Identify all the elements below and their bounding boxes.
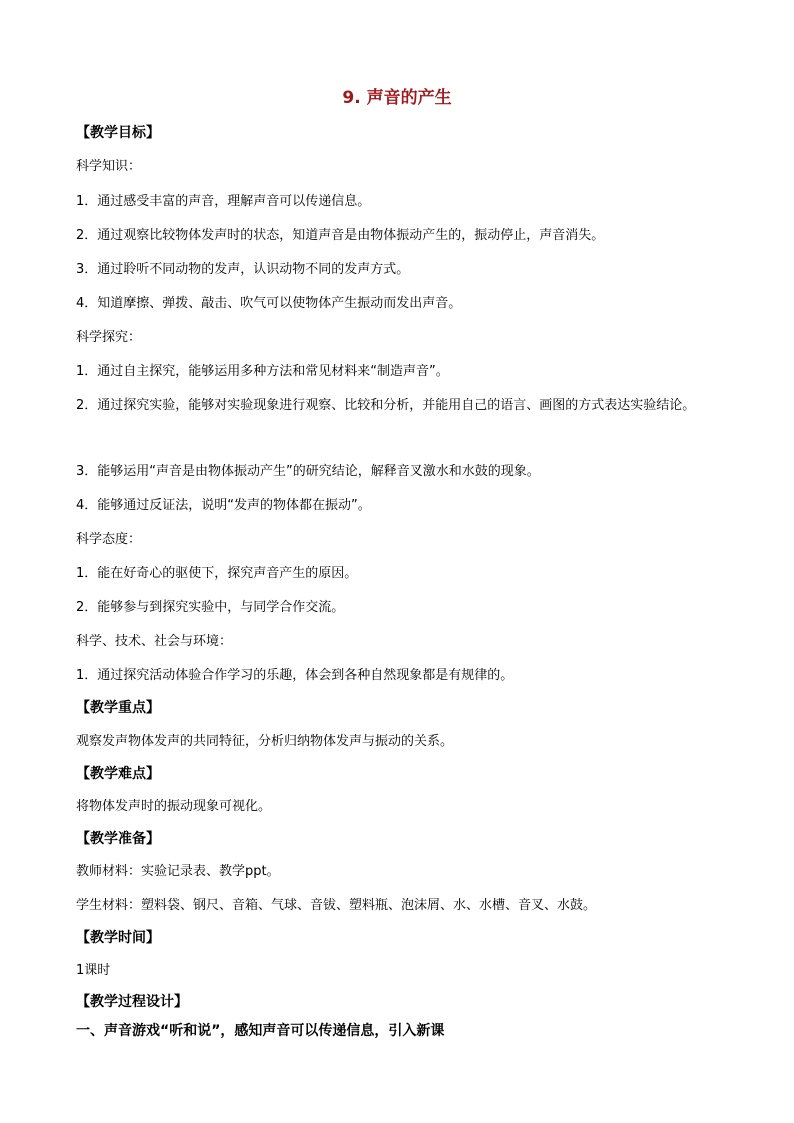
- prep-teacher: 教师材料：实验记录表、教学ppt。: [76, 864, 280, 879]
- attitude-item-2: 2．能够参与到探究实验中，与同学合作交流。: [76, 600, 345, 615]
- knowledge-item-3: 3．通过聆听不同动物的发声，认识动物不同的发声方式。: [76, 262, 410, 277]
- section-1-heading: 一、声音游戏“听和说”，感知声音可以传递信息，引入新课: [76, 1023, 445, 1039]
- inquiry-item-3: 3．能够运用“声音是由物体振动产生”的研究结论，解释音叉激水和水鼓的现象。: [76, 464, 540, 479]
- time-text: 1课时: [76, 963, 111, 978]
- time-heading: 【教学时间】: [76, 930, 160, 946]
- inquiry-label: 科学探究：: [76, 330, 142, 345]
- process-heading: 【教学过程设计】: [76, 994, 188, 1010]
- knowledge-item-2: 2．通过观察比较物体发声时的状态，知道声音是由物体振动产生的，振动停止，声音消失。: [76, 228, 605, 243]
- knowledge-label: 科学知识：: [76, 159, 142, 174]
- prep-student: 学生材料：塑料袋、钢尺、音箱、气球、音钹、塑料瓶、泡沫屑、水、水槽、音叉、水鼓。: [76, 898, 597, 913]
- knowledge-item-4: 4．知道摩擦、弹拨、敲击、吹气可以使物体产生振动而发出声音。: [76, 296, 462, 311]
- inquiry-item-2: 2．通过探究实验，能够对实验现象进行观察、比较和分析，并能用自己的语言、画图的方式表达实验结论。: [76, 398, 696, 413]
- difficulty-heading: 【教学难点】: [76, 766, 160, 782]
- prep-heading: 【教学准备】: [76, 831, 160, 847]
- goal-heading: 【教学目标】: [76, 125, 160, 141]
- document-title: 9. 声音的产生: [342, 88, 452, 108]
- sts-item-1: 1．通过探究活动体验合作学习的乐趣，体会到各种自然现象都是有规律的。: [76, 668, 514, 683]
- knowledge-item-1: 1．通过感受丰富的声音，理解声音可以传递信息。: [76, 194, 371, 209]
- sts-label: 科学、技术、社会与环境：: [76, 634, 233, 649]
- attitude-item-1: 1．能在好奇心的驱使下，探究声音产生的原因。: [76, 566, 358, 581]
- key-heading: 【教学重点】: [76, 700, 160, 716]
- attitude-label: 科学态度：: [76, 532, 142, 547]
- difficulty-text: 将物体发声时的振动现象可视化。: [76, 799, 272, 814]
- inquiry-item-4: 4．能够通过反证法，说明“发声的物体都在振动”。: [76, 498, 371, 513]
- inquiry-item-1: 1．通过自主探究，能够运用多种方法和常见材料来“制造声音”。: [76, 364, 449, 379]
- key-text: 观察发声物体发声的共同特征，分析归纳物体发声与振动的关系。: [76, 734, 454, 749]
